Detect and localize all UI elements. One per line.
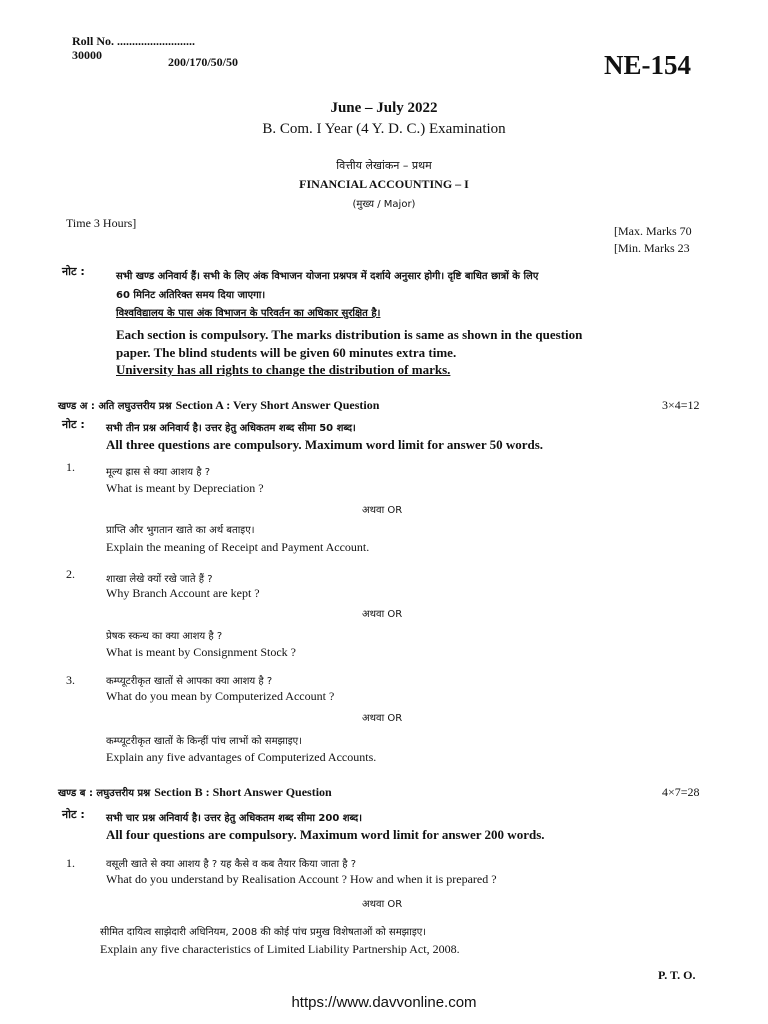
section-a-heading-hindi: खण्ड अ : अति लघुउत्तरीय प्रश्न xyxy=(58,401,172,412)
section-b-note-english: All four questions are compulsory. Maximum word limit for answer 200 words. xyxy=(106,827,545,842)
alternative-question-hindi: प्रेषक स्कन्ध का क्या आशय है ? xyxy=(106,631,223,642)
center-code: 30000 xyxy=(72,48,102,62)
section-a-heading xyxy=(58,396,379,414)
question-number: 2. xyxy=(66,567,75,581)
website-url[interactable]: https://www.davvonline.com xyxy=(291,994,477,1011)
or-separator: अथवा OR xyxy=(362,505,403,516)
alternative-question-hindi: कम्प्यूटरीकृत खातों के किन्हीं पांच लाभों को समझाइए। xyxy=(106,736,302,747)
section-b-marks: 4×7=28 xyxy=(662,785,700,799)
exam-title: B. Com. I Year (4 Y. D. C.) Examination xyxy=(262,121,506,137)
paper-type: (मुख्य / Major) xyxy=(352,199,416,210)
section-b-note-hindi: सभी चार प्रश्न अनिवार्य है। उत्तर हेतु अधिकतम शब्द सीमा 200 शब्द। xyxy=(106,813,362,824)
or-separator: अथवा OR xyxy=(362,609,403,620)
section-b-note-label: नोट : xyxy=(62,808,85,821)
question-english: What is meant by Depreciation ? xyxy=(106,481,264,495)
question-english: Why Branch Account are kept ? xyxy=(106,586,260,600)
paper-code: NE-154 xyxy=(604,50,691,80)
alternative-question-english: Explain the meaning of Receipt and Payment Account. xyxy=(106,540,370,554)
question-hindi: वसूली खाते से क्या आशय है ? यह कैसे व कब तैयार किया जाता है ? xyxy=(106,859,357,870)
section-a-heading-english: Section A : Very Short Answer Question xyxy=(175,398,380,412)
general-note-label: नोट : xyxy=(62,265,85,278)
max-marks: [Max. Marks 70 xyxy=(614,224,692,238)
alternative-question-hindi: प्राप्ति और भुगतान खाते का अर्थ बताइए। xyxy=(106,525,255,536)
alternative-question-hindi: सीमित दायित्व साझेदारी अधिनियम, 2008 की कोई पांच प्रमुख विशेषताओं को समझाइए। xyxy=(100,927,427,938)
alternative-question-english: Explain any five characteristics of Limited Liability Partnership Act, 2008. xyxy=(100,942,460,956)
or-separator: अथवा OR xyxy=(362,899,403,910)
time-allowed: Time 3 Hours] xyxy=(66,216,137,230)
general-note-hindi-1: सभी खण्ड अनिवार्य हैं। सभी के लिए अंक विभाजन योजना प्रश्नपत्र में दर्शाये अनुसार होगी। दृष्टि बाधित छात्रों के लिए xyxy=(116,271,539,282)
section-b-heading-hindi: खण्ड ब : लघुउत्तरीय प्रश्न xyxy=(58,788,151,799)
general-note-hindi-3: विश्वविद्यालय के पास अंक विभाजन के परिवर्तन का अधिकार सुरक्षित है। xyxy=(116,308,381,319)
subject-hindi: वित्तीय लेखांकन – प्रथम xyxy=(336,159,432,172)
question-number: 3. xyxy=(66,673,75,687)
question-english: What do you mean by Computerized Account ? xyxy=(106,689,335,703)
please-turn-over: P. T. O. xyxy=(658,968,696,982)
marks-code: 200/170/50/50 xyxy=(168,55,239,69)
general-note-english-3: University has all rights to change the distribution of marks. xyxy=(116,362,451,377)
section-b-heading-english: Section B : Short Answer Question xyxy=(154,785,332,799)
section-a-note-label: नोट : xyxy=(62,418,85,431)
roll-no: Roll No. .......................... xyxy=(72,34,195,48)
section-a-note-hindi: सभी तीन प्रश्न अनिवार्य है। उत्तर हेतु अधिकतम शब्द सीमा 50 शब्द। xyxy=(106,423,356,434)
question-english: What do you understand by Realisation Account ? How and when it is prepared ? xyxy=(106,872,497,886)
exam-session: June – July 2022 xyxy=(330,100,438,116)
question-hindi: शाखा लेखे क्यों रखे जाते हैं ? xyxy=(106,574,213,585)
section-a-note-english: All three questions are compulsory. Maximum word limit for answer 50 words. xyxy=(106,437,544,452)
section-a-marks: 3×4=12 xyxy=(662,398,700,412)
question-hindi: कम्प्यूटरीकृत खातों से आपका क्या आशय है ? xyxy=(106,676,273,687)
question-hindi: मूल्य ह्रास से क्या आशय है ? xyxy=(106,467,211,478)
general-note-english-1: Each section is compulsory. The marks distribution is same as shown in the question xyxy=(116,327,583,342)
subject-english: FINANCIAL ACCOUNTING – I xyxy=(299,177,469,191)
min-marks: [Min. Marks 23 xyxy=(614,241,690,255)
or-separator: अथवा OR xyxy=(362,713,403,724)
question-number: 1. xyxy=(66,460,75,474)
section-b-heading xyxy=(58,783,332,801)
alternative-question-english: Explain any five advantages of Computerized Accounts. xyxy=(106,750,377,764)
general-note-hindi-2: 60 मिनिट अतिरिक्त समय दिया जाएगा। xyxy=(116,290,266,301)
general-note-english-2: paper. The blind students will be given 60 minutes extra time. xyxy=(116,345,457,360)
question-number: 1. xyxy=(66,856,75,870)
alternative-question-english: What is meant by Consignment Stock ? xyxy=(106,645,296,659)
